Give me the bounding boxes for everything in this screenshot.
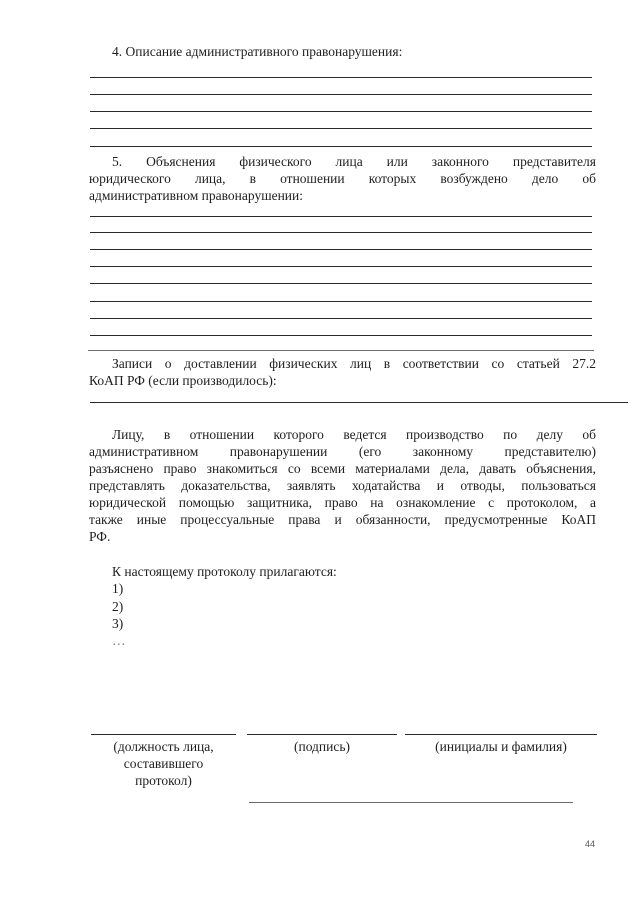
signature-caption: (подпись) [293, 739, 351, 754]
section-5-text-line: 5. Объяснения физического лица или законного представителя [112, 154, 596, 169]
rights-notice-line: РФ. [89, 529, 111, 544]
section-5-line [90, 335, 592, 336]
delivery-records-text-line: Записи о доставлении физических лиц в соответствии со статьей 27.2 [112, 356, 596, 371]
position-signature-line [91, 734, 236, 735]
rights-notice-line: юридической помощью защитника, право на ознакомление с протоколом, а [89, 495, 596, 510]
section-4-title: 4. Описание административного правонарушения: [112, 44, 403, 59]
rights-notice-line: представлять доказательства, заявлять ходатайства и отводы, пользоваться [89, 478, 596, 493]
section-4-line [90, 77, 592, 78]
attachment-item: 2) [112, 599, 124, 614]
section-5-text-line: юридического лица, в отношении которых возбуждено дело об [89, 171, 596, 186]
section-5-line [90, 232, 592, 233]
section-5-line [88, 350, 594, 351]
attachments-title: К настоящему протоколу прилагаются: [112, 564, 337, 579]
section-4-line [90, 94, 592, 95]
position-caption: составившего [123, 756, 204, 771]
name-signature-line [405, 734, 597, 735]
signature-line [247, 734, 397, 735]
section-5-line [90, 216, 592, 217]
bottom-signature-line [249, 802, 573, 803]
section-4-line [90, 128, 592, 129]
page-number: 44 [585, 839, 596, 849]
position-caption: (должность лица, [113, 739, 214, 754]
section-4-line [90, 111, 592, 112]
delivery-records-line [90, 402, 628, 403]
section-5-line [90, 249, 592, 250]
name-caption: (инициалы и фамилия) [435, 739, 567, 754]
section-5-line [90, 318, 592, 319]
rights-notice-line: также иные процессуальные права и обязанности, предусмотренные КоАП [89, 512, 596, 527]
rights-notice-line: административном правонарушении (его законному представителю) [89, 444, 596, 459]
section-5-line [90, 266, 592, 267]
attachment-item: 3) [112, 616, 124, 631]
section-5-text-line: административном правонарушении: [89, 188, 304, 203]
delivery-records-text-line: КоАП РФ (если производилось): [89, 373, 277, 388]
section-5-line [90, 283, 592, 284]
attachment-item: 1) [112, 581, 124, 596]
section-4-line [90, 146, 592, 147]
attachment-item: … [112, 633, 126, 648]
rights-notice-line: разъяснено право знакомиться со всеми материалами дела, давать объяснения, [89, 461, 596, 476]
position-caption: протокол) [135, 773, 192, 788]
rights-notice-line: Лицу, в отношении которого ведется производство по делу об [112, 427, 596, 442]
section-5-line [90, 301, 592, 302]
